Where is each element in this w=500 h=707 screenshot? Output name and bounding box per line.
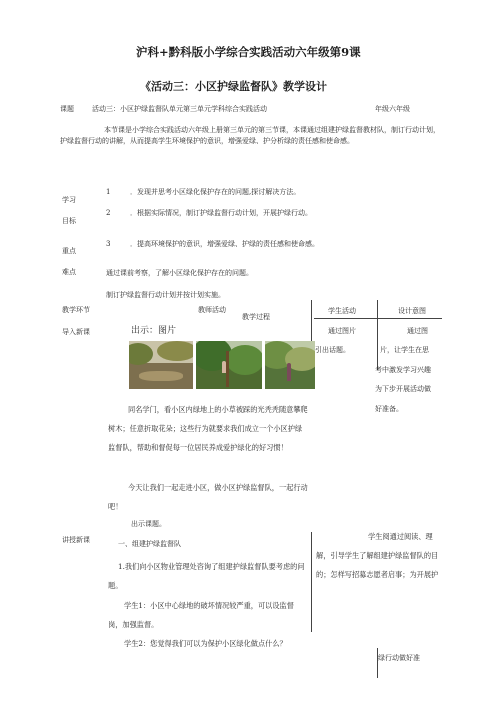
doc-title-line2: 《活动三：小区护绿监督队》教学设计 bbox=[140, 80, 327, 93]
col-process-header: 教学过程 bbox=[242, 313, 270, 321]
objective-text-3: ．提高环境保护的意识，增强爱绿、护绿的责任感和使命感。 bbox=[130, 240, 319, 248]
topic-label: 课题 bbox=[60, 105, 74, 113]
objective-num-1: 1 bbox=[106, 188, 111, 196]
objective-text-2: ．根据实际情况，制订护绿监督行动计划，开展护绿行动。 bbox=[130, 209, 312, 217]
objective-num-2: 2 bbox=[106, 209, 111, 217]
table-col-divider-2 bbox=[377, 300, 378, 370]
photo-picking-flowers bbox=[265, 341, 315, 389]
student-1-answer: 学生1：小区中心绿地的破坏情况较严重，可以设监督岗，加强监督。 bbox=[108, 601, 294, 629]
student-activity-1b: 引出话题。 bbox=[315, 346, 350, 354]
stage-teach-label: 讲授新课 bbox=[62, 536, 90, 544]
doc-title-line1: 沪科+黔科版小学综合实践活动六年级第9课 bbox=[136, 45, 361, 59]
topic-value: 活动三：小区护绿监督队单元第三单元学科综合实践活动 bbox=[92, 105, 267, 113]
table-header-rule bbox=[314, 318, 442, 319]
difficulty-text: 制订护绿监督行动计划并按计划实施。 bbox=[106, 291, 225, 299]
show-picture-label: 出示：图片 bbox=[131, 326, 177, 336]
show-topic-label: 出示课题。 bbox=[131, 520, 166, 528]
intro-scenario-paragraph: 同名学门，看小区内绿地上的小草被踩的光秃秃随意攀爬树木；任意折取花朵；这些行为就要求我们成立一个小区护绿监督队，帮助和督促每一位居民养成爱护绿化的好习惯！ bbox=[108, 405, 308, 452]
key-text: 通过课前考察，了解小区绿化保护存在的问题。 bbox=[106, 269, 253, 277]
stage-intro-label: 导入新课 bbox=[62, 328, 90, 336]
objective-num-3: 3 bbox=[106, 240, 111, 248]
col-teacher-header: 教师活动 bbox=[198, 306, 226, 314]
design-intent-1b: 片，让学生在思 bbox=[380, 346, 429, 354]
design-intent-1c: 考中激发学习兴趣 bbox=[375, 366, 431, 374]
difficulty-label: 难点 bbox=[62, 268, 76, 276]
col-student-header: 学生活动 bbox=[328, 307, 356, 315]
design-intent-1e: 好准备。 bbox=[375, 405, 403, 413]
col-design-header: 设计意图 bbox=[398, 307, 426, 315]
student-activity-2: 学生阅通过阅读、理解，引导学生了解组建护绿监督队的目的；怎样写招募志愿者启事；为开展护 bbox=[316, 532, 439, 579]
objectives-label-b: 目标 bbox=[62, 217, 76, 225]
student-activity-1a: 通过图片 bbox=[328, 327, 356, 335]
design-intent-1d: 为下步开展活动做 bbox=[375, 385, 431, 393]
objective-text-1: ．发现并思考小区绿化保护存在的问题,探讨解决方法。 bbox=[130, 188, 301, 196]
question-1: 1.我们向小区物业管理处咨询了组建护绿监督队要考虑的问题。 bbox=[108, 562, 305, 590]
table-col-divider-3 bbox=[311, 532, 312, 632]
grade-label: 年级六年级 bbox=[375, 105, 410, 113]
photo-climbing-tree bbox=[196, 341, 262, 389]
col-stage-header: 教学环节 bbox=[62, 306, 90, 314]
student-2-question: 学生2：您觉得我们可以为保护小区绿化做点什么？ bbox=[124, 639, 287, 648]
design-intent-1a: 通过图 bbox=[407, 327, 428, 335]
key-label: 重点 bbox=[62, 247, 76, 255]
objectives-label-a: 学习 bbox=[62, 196, 76, 204]
intro-call-to-action: 今天让我们一起走进小区，做小区护绿监督队，一起行动吧！ bbox=[108, 483, 308, 511]
intro-paragraph: 本节课是小学综合实践活动六年级上册第三单元的第三节课，本课通过组建护绿监督教材队，制订行动计划，护绿监督行动的讲解，从而提高学生环境保护的意识，增强爱绿、护分析绿的责任感和使命感。 bbox=[60, 126, 440, 145]
photo-trampled-lawn bbox=[129, 341, 193, 389]
design-intent-2-tail: 绿行动做好准 bbox=[378, 654, 420, 662]
section-heading: 一、组建护绿监督队 bbox=[118, 540, 181, 548]
